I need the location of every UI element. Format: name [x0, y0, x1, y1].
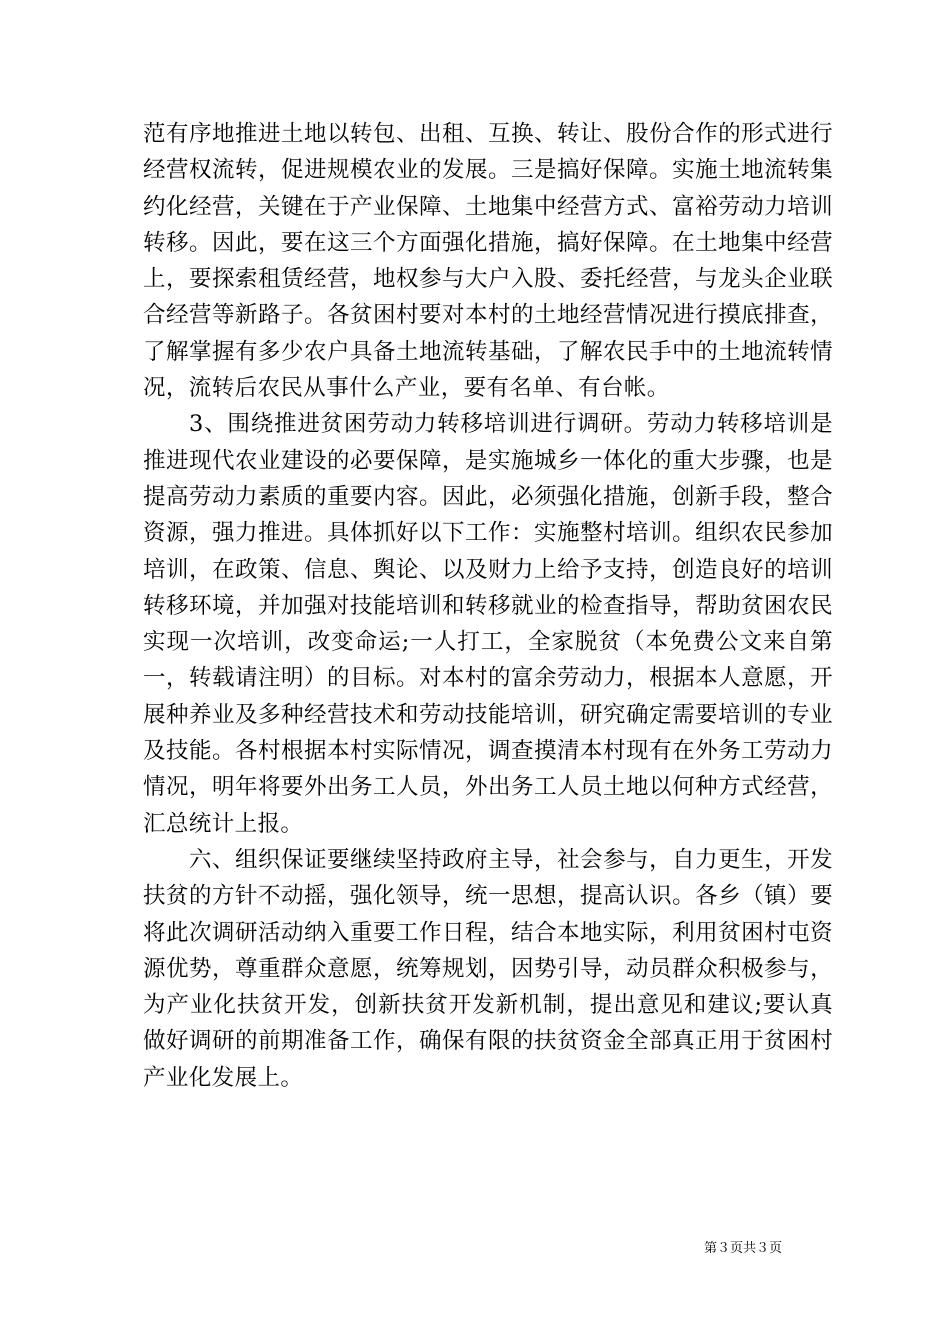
document-body	[143, 116, 833, 1096]
paragraph-land-transfer: 范有序地推进土地以转包、出租、互换、转让、股份合作的形式进行经营权流转，促进规模农业的发展。三是搞好保障。实施土地流转集约化经营，关键在于产业保障、土地集中经营方式、富裕劳动力培训转移。因此，要在这三个方面强化措施，搞好保障。在土地集中经营上，要探索租赁经营，地权参与大户入股、委托经营，与龙头企业联合经营等新路子。各贫困村要对本村的土地经营情况进行摸底排查，了解掌握有多少农户具备土地流转基础，了解农民手中的土地流转情况，流转后农民从事什么产业，要有名单、有台帐。	[143, 121, 833, 402]
page-number-footer: 第３页共３页	[704, 1241, 783, 1256]
paragraph-organizational-guarantee: 六、组织保证要继续坚持政府主导，社会参与，自力更生，开发扶贫的方针不动摇，强化领导，统一思想，提高认识。各乡（镇）要将此次调研活动纳入重要工作日程，结合本地实际，利用贫困村屯资源优势，尊重群众意愿，统筹规划，因势引导，动员群众积极参与，为产业化扶贫开发，创新扶贫开发新机制，提出意见和建议;要认真做好调研的前期准备工作，确保有限的扶贫资金全部真正用于贫困村产业化发展上。	[143, 846, 833, 1091]
paragraph-labor-training: 3、围绕推进贫困劳动力转移培训进行调研。劳动力转移培训是推进现代农业建设的必要保障，是实施城乡一体化的重大步骤，也是提高劳动力素质的重要内容。因此，必须强化措施，创新手段，整合资源，强力推进。具体抓好以下工作：实施整村培训。组织农民参加培训，在政策、信息、舆论、以及财力上给予支持，创造良好的培训转移环境，并加强对技能培训和转移就业的检查指导，帮助贫困农民实现一次培训，改变命运;一人打工，全家脱贫（本免费公文来自第一，转载请注明）的目标。对本村的富余劳动力，根据本人意愿，开展种养业及多种经营技术和劳动技能培训，研究确定需要培训的专业及技能。各村根据本村实际情况，调查摸清本村现有在外务工劳动力情况，明年将要外出务工人员，外出务工人员土地以何种方式经营，汇总统计上报。	[143, 411, 833, 837]
